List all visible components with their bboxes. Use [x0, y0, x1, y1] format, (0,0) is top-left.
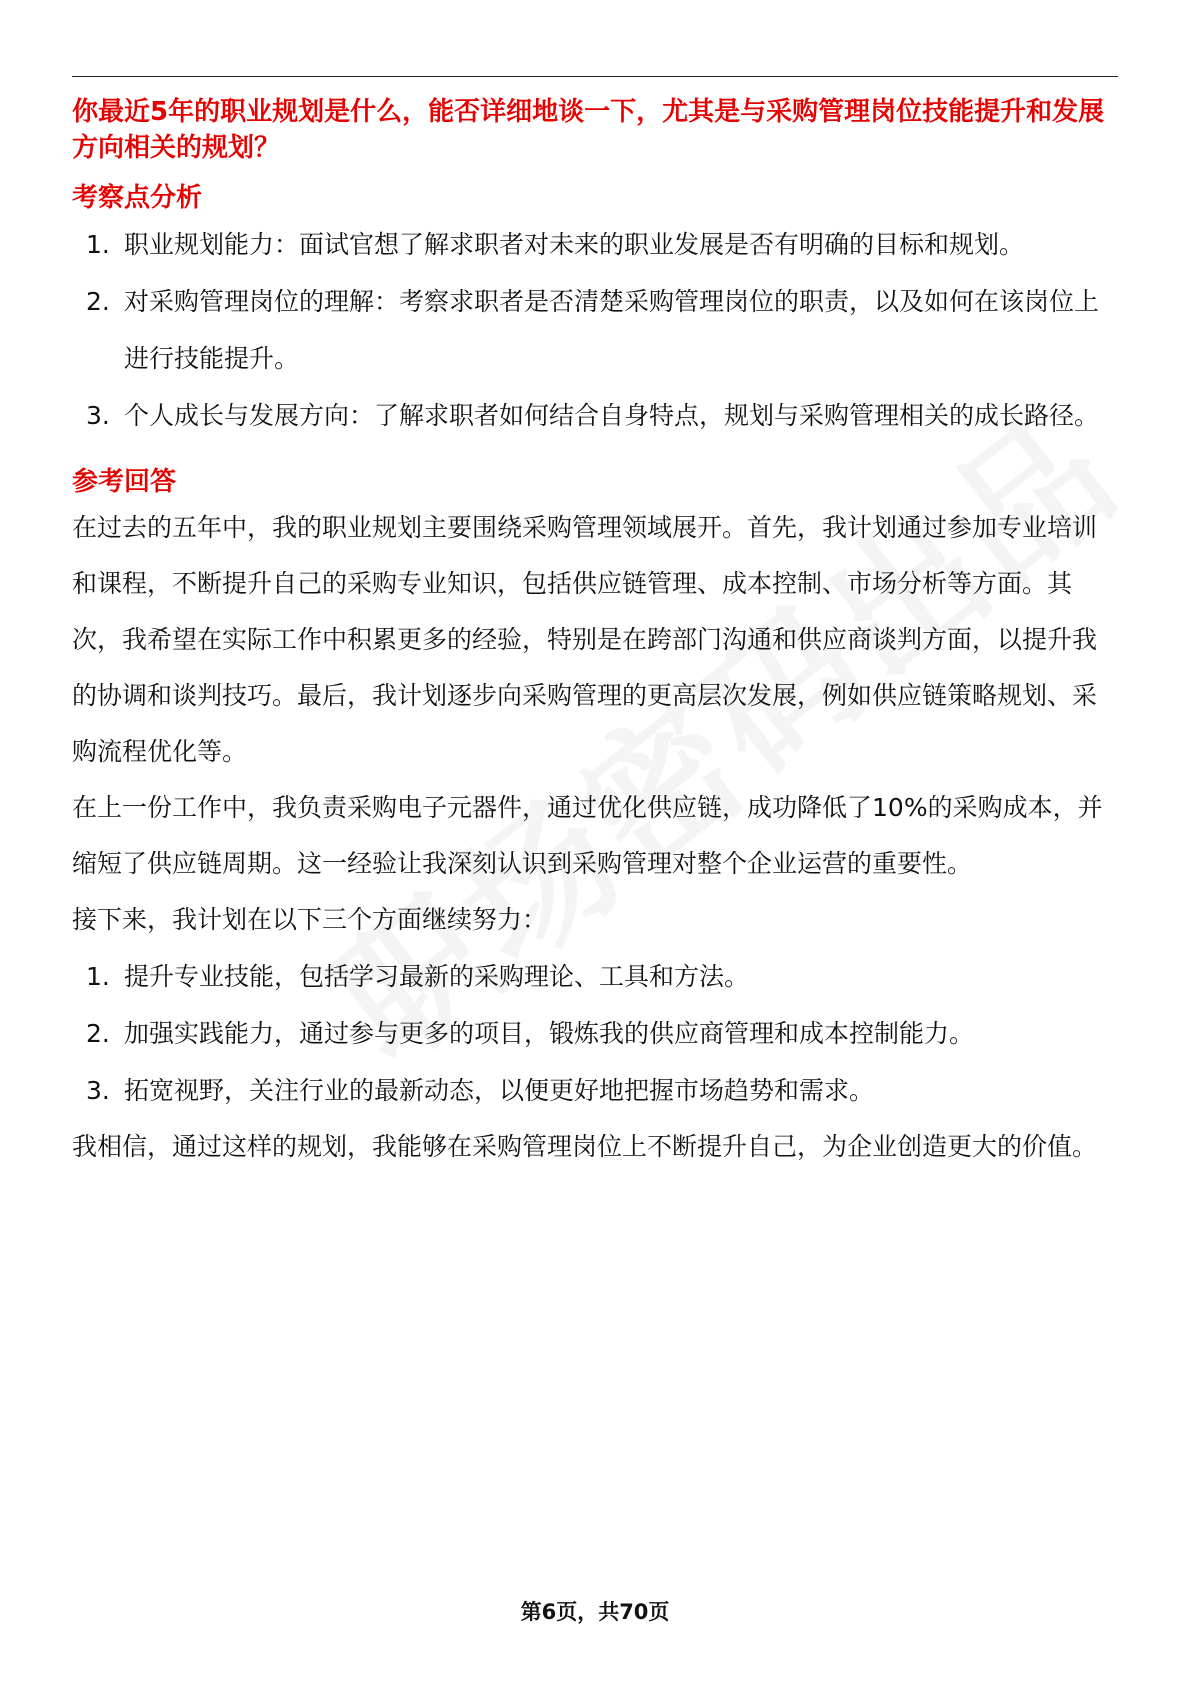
list-item-number: 2. — [86, 287, 110, 316]
list-item — [72, 1062, 1118, 1119]
answer-paragraph: 在上一份工作中，我负责采购电子元器件，通过优化供应链，成功降低了10%的采购成本，并缩短了供应链周期。这一经验让我深刻认识到采购管理对整个企业运营的重要性。 — [72, 793, 1103, 878]
list-item-number: 3. — [86, 1076, 110, 1105]
list-item — [72, 948, 1118, 1005]
answer-paragraph: 在过去的五年中，我的职业规划主要围绕采购管理领域展开。首先，我计划通过参加专业培训和课程，不断提升自己的采购专业知识，包括供应链管理、成本控制、市场分析等方面。其次，我希望在实际工作中积累更多的经验，特别是在跨部门沟通和供应商谈判方面，以提升我的协调和谈判技巧。最后，我计划逐步向采购管理的更高层次发展，例如供应链策略规划、采购流程优化等。 — [72, 513, 1098, 766]
answer-heading: 参考回答 — [72, 467, 177, 497]
list-item-number: 1. — [86, 962, 110, 991]
list-item — [72, 387, 1118, 444]
list-item-number: 1. — [86, 230, 110, 259]
list-item-number: 2. — [86, 1019, 110, 1048]
answer-paragraph: 我相信，通过这样的规划，我能够在采购管理岗位上不断提升自己，为企业创造更大的价值。 — [72, 1132, 1098, 1161]
page-number: 第6页，共70页 — [520, 1600, 670, 1624]
question-text: 你最近5年的职业规划是什么，能否详细地谈一下，尤其是与采购管理岗位技能提升和发展方向相关的规划？ — [72, 97, 1105, 163]
answer-paragraph: 接下来，我计划在以下三个方面继续努力： — [72, 905, 548, 934]
header-rule — [72, 76, 1118, 77]
list-item-text: 拓宽视野，关注行业的最新动态，以便更好地把握市场趋势和需求。 — [124, 1076, 875, 1105]
list-item-text: 对采购管理岗位的理解：考察求职者是否清楚采购管理岗位的职责，以及如何在该岗位上进行技能提升。 — [124, 287, 1100, 373]
list-item-text: 职业规划能力：面试官想了解求职者对未来的职业发展是否有明确的目标和规划。 — [124, 230, 1025, 259]
page-content — [72, 94, 1118, 1175]
list-item — [72, 1005, 1118, 1062]
list-item-text: 加强实践能力，通过参与更多的项目，锻炼我的供应商管理和成本控制能力。 — [124, 1019, 975, 1048]
list-item — [72, 273, 1118, 387]
list-item-text: 个人成长与发展方向：了解求职者如何结合自身特点，规划与采购管理相关的成长路径。 — [124, 401, 1100, 430]
analysis-heading: 考察点分析 — [72, 183, 203, 213]
list-item-number: 3. — [86, 401, 110, 430]
plan-list — [72, 948, 1118, 1119]
list-item-text: 提升专业技能，包括学习最新的采购理论、工具和方法。 — [124, 962, 750, 991]
list-item — [72, 216, 1118, 273]
analysis-list — [72, 216, 1118, 444]
